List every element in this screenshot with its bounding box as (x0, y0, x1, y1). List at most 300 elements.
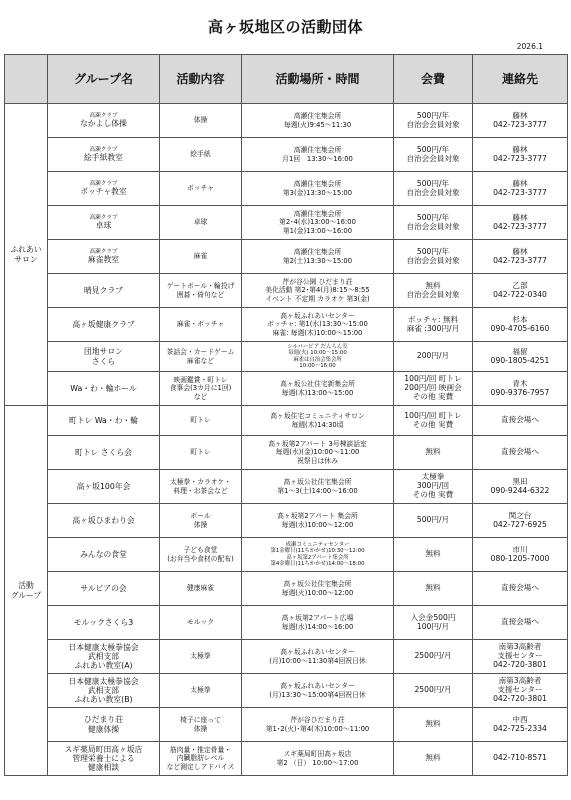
place-time-cell (242, 372, 394, 406)
text-line: 自治会会員対象 (406, 153, 460, 163)
fee-cell (394, 206, 473, 240)
group-name-cell (48, 674, 160, 708)
place-time-cell (242, 138, 394, 172)
fee-cell (394, 342, 473, 372)
place-time-cell (242, 674, 394, 708)
text-line: 042-727-6925 (493, 519, 547, 529)
text-line: など (193, 392, 208, 401)
text-line: 日本健康太極拳協会 (68, 676, 139, 686)
text-line: 毎週(水)10:00～12:00 (281, 520, 354, 529)
text-line: 042-723-3777 (493, 153, 547, 163)
group-name-cell (48, 274, 160, 308)
text-line: ふれあい教室(A) (74, 661, 133, 671)
text-line: 042-723-3777 (493, 255, 547, 265)
text-line: 南第3高齢者 (498, 676, 542, 686)
contact-cell (473, 342, 568, 372)
text-line: 無料 (425, 719, 441, 729)
text-line: 市川 (512, 544, 528, 554)
activity-cell (160, 470, 242, 504)
contact-cell (473, 406, 568, 436)
activity-cell (160, 104, 242, 138)
text-line: ボール (190, 512, 211, 521)
text-line: 2500円/月 (414, 685, 452, 695)
text-line: 町トレ さくら会 (74, 447, 133, 457)
text-line: 町トレ (190, 448, 211, 457)
fee-cell (394, 470, 473, 504)
contact-cell (473, 172, 568, 206)
fee-cell (394, 742, 473, 776)
text-line: スギ薬局町田高ヶ坂店 (283, 750, 352, 759)
text-line: 無料 (425, 447, 441, 457)
fee-cell (394, 308, 473, 342)
table-row (5, 640, 568, 674)
contact-cell (473, 742, 568, 776)
text-line: 黒田 (512, 476, 528, 486)
group-name-cell (48, 104, 160, 138)
text-line: 無料 (425, 280, 441, 290)
text-line: 健康麻雀 (186, 584, 215, 593)
fee-cell (394, 406, 473, 436)
text-line: 500円/年 (416, 212, 450, 222)
text-line: 042-720-3801 (493, 659, 547, 669)
group-name-cell (48, 538, 160, 572)
text-line: みんなの食堂 (80, 549, 127, 559)
table-row (5, 104, 568, 138)
place-time-cell (242, 240, 394, 274)
place-time-cell (242, 172, 394, 206)
text-line: 100円/回 町トレ (404, 374, 462, 384)
document-date: 2026.1 (516, 42, 543, 51)
text-line: 町トレ Wa・わ・輪 (68, 415, 139, 425)
table-row (5, 538, 568, 572)
fee-cell (394, 240, 473, 274)
place-time-cell (242, 342, 394, 372)
text-line: 第1･2(火)･第4(木)10:00～11:00 (265, 724, 370, 733)
text-line: 麻雀など (186, 356, 215, 365)
group-name-cell (48, 572, 160, 606)
fee-cell (394, 372, 473, 406)
text-line: 芹が谷ひだまり荘 (290, 716, 345, 725)
text-line: 南第3高齢者 (498, 642, 542, 652)
text-line: 体操 (193, 520, 208, 529)
activity-cell (160, 172, 242, 206)
text-line: 直接会場へ (501, 447, 539, 457)
category-cell (5, 406, 48, 776)
text-line: 卓球 (193, 218, 208, 227)
text-line: 晴見クラブ (84, 285, 123, 295)
place-time-cell (242, 308, 394, 342)
text-line: (月)10:00～11:30第4回祝日休 (269, 656, 366, 665)
activity-cell (160, 436, 242, 470)
text-line: モルックさくら3 (73, 617, 134, 627)
text-line: 090-4705-6160 (490, 323, 550, 333)
group-name-cell (48, 138, 160, 172)
text-line: 042-720-3801 (493, 693, 547, 703)
text-line: (お弁当や食材の配布) (167, 554, 234, 563)
contact-cell (473, 308, 568, 342)
text-line: 藤林 (512, 110, 528, 120)
text-line: 麻雀教室 (87, 255, 120, 265)
text-line: その他 実費 (412, 489, 454, 499)
text-line: 管理栄養士による (72, 753, 135, 763)
table-row (5, 742, 568, 776)
text-line: 支援センター (497, 685, 543, 695)
table-row (5, 470, 568, 504)
contact-cell (473, 640, 568, 674)
text-line: 500円/年 (416, 110, 450, 120)
text-line: 関之台 (508, 510, 532, 520)
text-line: 高ヶ坂100年会 (76, 481, 131, 491)
text-line: 絵手紙教室 (84, 153, 123, 163)
table-row (5, 138, 568, 172)
activity-cell (160, 606, 242, 640)
table-row (5, 206, 568, 240)
text-line: 自治会会員対象 (406, 255, 460, 265)
contact-cell (473, 674, 568, 708)
activity-cell (160, 342, 242, 372)
text-line: 090-9376-7957 (490, 387, 550, 397)
contact-cell (473, 606, 568, 640)
text-line: 太極拳 (421, 472, 445, 482)
text-line: 麻雀 :300円/月 (406, 323, 460, 333)
text-line: 青木 (512, 378, 528, 388)
text-line: 映画鑑賞・町トレ (173, 376, 228, 385)
activity-cell (160, 674, 242, 708)
text-line: 毎週(木)13:00～15:00 (281, 388, 354, 397)
text-line: 町トレ (190, 416, 211, 425)
table-row (5, 504, 568, 538)
text-line: 500円/年 (416, 246, 450, 256)
place-time-cell (242, 606, 394, 640)
header-fee: 会費 (394, 55, 473, 104)
text-line: ひだまり荘 (84, 715, 123, 725)
text-line: 高ヶ坂公社住宅新集会所 (280, 380, 355, 389)
place-time-cell (242, 640, 394, 674)
text-line: 藤林 (512, 178, 528, 188)
text-line: 武相支部 (87, 685, 120, 695)
text-line: 高瀬クラブ (89, 214, 118, 221)
activity-cell (160, 240, 242, 274)
text-line: 高瀬クラブ (89, 248, 118, 255)
text-line: 無料 (425, 753, 441, 763)
text-line: 福留 (512, 346, 528, 356)
text-line: 麻雀: 毎週(木)10:00～15:00 (272, 328, 363, 337)
fee-cell (394, 538, 473, 572)
text-line: 高ヶ坂第2アパート集会所 (286, 554, 349, 561)
text-line: 高ヶ坂第2アパート広場 (281, 614, 354, 623)
fee-cell (394, 436, 473, 470)
activity-cell (160, 308, 242, 342)
text-line: 高瀬クラブ (89, 112, 118, 119)
text-line: 042-725-2334 (493, 723, 547, 733)
group-name-cell (48, 504, 160, 538)
text-line: 高瀬住宅集会所 (293, 112, 342, 121)
text-line: 麻雀・ボッチャ (176, 320, 225, 329)
text-line: 料理・お茶会など (173, 486, 228, 495)
text-line: 高瀬住宅集会所 (293, 248, 342, 257)
text-line: 100円/月 (416, 621, 450, 631)
group-name-cell (48, 640, 160, 674)
place-time-cell (242, 206, 394, 240)
text-line: 042-723-3777 (493, 187, 547, 197)
text-line: (月)13:30～15:00第4回祝日休 (269, 690, 366, 699)
fee-cell (394, 172, 473, 206)
text-line: 祝祭日は休み (297, 456, 338, 465)
text-line: 自治会会員対象 (406, 119, 460, 129)
contact-cell (473, 470, 568, 504)
text-line: 麻雀 (193, 252, 208, 261)
group-name-cell (48, 342, 160, 372)
text-line: 健康体操 (87, 724, 120, 734)
text-line: 042-722-0340 (493, 289, 547, 299)
text-line: 中西 (512, 714, 528, 724)
text-line: 太極拳 (190, 686, 211, 695)
table-row (5, 240, 568, 274)
header-activity: 活動内容 (160, 55, 242, 104)
text-line: サルビアの会 (80, 583, 127, 593)
text-line: 第4金曜日(11ちかかせ)14:00～18:00 (270, 560, 365, 567)
text-line: 毎週(木)14:30頃 (291, 420, 344, 429)
text-line: スギ薬局町田高ヶ坂店 (64, 744, 143, 754)
text-line: サロン (14, 254, 38, 264)
fee-cell (394, 708, 473, 742)
fee-cell (394, 606, 473, 640)
group-name-cell (48, 240, 160, 274)
text-line: その他 実費 (412, 391, 454, 401)
text-line: 第2(土)13:30～15:00 (282, 256, 353, 265)
text-line: 500円/年 (416, 178, 450, 188)
text-line: 高瀬住宅集会所 (293, 180, 342, 189)
text-line: 100円/回 町トレ (404, 410, 462, 420)
text-line: 麻雀は自治会集会所 (293, 356, 342, 363)
contact-cell (473, 436, 568, 470)
text-line: 第1～3(土)14:00～16:00 (277, 486, 358, 495)
place-time-cell (242, 104, 394, 138)
group-name-cell (48, 708, 160, 742)
text-line: 042-723-3777 (493, 221, 547, 231)
activity-cell (160, 572, 242, 606)
fee-cell (394, 138, 473, 172)
table-row (5, 674, 568, 708)
table-row (5, 372, 568, 406)
table-row (5, 172, 568, 206)
contact-cell (473, 538, 568, 572)
fee-cell (394, 674, 473, 708)
group-name-cell (48, 470, 160, 504)
text-line: Wa・わ・輪ホール (70, 383, 137, 393)
text-line: 高瀬住宅集会所 (293, 146, 342, 155)
contact-cell (473, 104, 568, 138)
text-line: 茶話会・カードゲーム (166, 348, 235, 357)
text-line: 2500円/月 (414, 651, 452, 661)
place-time-cell (242, 708, 394, 742)
place-time-cell (242, 406, 394, 436)
page-title: 高ヶ坂地区の活動団体 (207, 18, 363, 36)
text-line: 太極拳 (190, 652, 211, 661)
activity-cell (160, 538, 242, 572)
text-line: ふれあい (10, 245, 42, 255)
text-line: 活動 (18, 581, 34, 591)
text-line: ボッチャ: 第1(水)13:30～15:00 (267, 320, 368, 329)
text-line: 自治会会員対象 (406, 221, 460, 231)
text-line: 子ども食堂 (183, 546, 218, 555)
text-line: 300円/回 (416, 481, 450, 491)
text-line: 囲碁・倚句など (176, 290, 225, 299)
activity-cell (160, 406, 242, 436)
text-line: 第3(金)13:30～15:00 (282, 188, 353, 197)
text-line: 体操 (193, 116, 208, 125)
text-line: 筋肉量・推定骨量・ (169, 746, 232, 755)
text-line: 乙部 (512, 280, 528, 290)
activity-cell (160, 708, 242, 742)
text-line: 毎週(水)(金)10:00～11:00 (275, 448, 360, 457)
text-line: 500円/月 (416, 515, 450, 525)
text-line: 高ヶ坂ふれあいセンター (280, 682, 355, 691)
text-line: 内臓脂肪レベル (176, 754, 225, 763)
group-name-cell (48, 206, 160, 240)
place-time-cell (242, 572, 394, 606)
contact-cell (473, 372, 568, 406)
place-time-cell (242, 742, 394, 776)
text-line: 高ヶ坂ふれあいセンター (280, 312, 355, 321)
text-line: シルバーピア だんらん室 (287, 343, 348, 350)
text-line: 毎週(火)9:45～11:30 (283, 120, 352, 129)
activity-cell (160, 206, 242, 240)
text-line: 高ヶ坂公社住宅集会所 (283, 580, 352, 589)
text-line: ボッチャ教室 (80, 187, 127, 197)
text-line: 支援センター (497, 651, 543, 661)
text-line: なかよし体操 (80, 119, 127, 129)
contact-cell (473, 240, 568, 274)
text-line: 高瀬住宅集会所 (293, 210, 342, 219)
text-line: 毎週(水)14:00～16:00 (281, 622, 354, 631)
table-row (5, 606, 568, 640)
header-group-name: グループ名 (48, 55, 160, 104)
fee-cell (394, 572, 473, 606)
text-line: ゲートボール・輪投げ (166, 282, 235, 291)
text-line: 第2 （日） 10:00～17:00 (276, 758, 359, 767)
text-line: 高ヶ坂ふれあいセンター (280, 648, 355, 657)
fee-cell (394, 504, 473, 538)
activity-groups-table (4, 54, 568, 776)
text-line: 体操 (193, 724, 208, 733)
group-name-cell (48, 172, 160, 206)
text-line: イベント 不定期 カラオケ 第3(金) (265, 294, 370, 303)
contact-cell (473, 274, 568, 308)
text-line: 高ヶ坂公社住宅集会所 (283, 478, 352, 487)
text-line: 高ヶ坂ひまわり会 (72, 515, 135, 525)
text-line: 無料 (425, 583, 441, 593)
text-line: ボッチャ: 無料 (407, 314, 459, 324)
header-contact: 連絡先 (473, 55, 568, 104)
text-line: 卓球 (95, 221, 112, 231)
text-line: 080-1205-7000 (490, 553, 550, 563)
category-cell (5, 104, 48, 406)
text-line: 200円/月 (416, 351, 450, 361)
text-line: 月1回 13:30～16:00 (282, 154, 353, 163)
text-line: 042-723-3777 (493, 119, 547, 129)
text-line: 芹が谷公園 ひだまり荘 (282, 278, 353, 287)
text-line: 団地サロン (84, 347, 123, 357)
text-line: 日本健康太極拳協会 (68, 642, 139, 652)
activity-cell (160, 742, 242, 776)
text-line: 高瀬クラブ (89, 180, 118, 187)
activity-cell (160, 372, 242, 406)
text-line: 藤林 (512, 246, 528, 256)
text-line: 042-710-8571 (493, 753, 547, 763)
text-line: 高ヶ坂第2アパート 3号棟談話室 (268, 440, 367, 449)
text-line: その他 実費 (412, 419, 454, 429)
text-line: 美化活動 第2･第4(月)8:15～8:55 (265, 286, 370, 295)
place-time-cell (242, 436, 394, 470)
text-line: 高ヶ坂住宅コミュニティサロン (270, 412, 365, 421)
text-line: さくら (91, 356, 116, 366)
fee-cell (394, 274, 473, 308)
text-line: 食事会(3カ月に1回) (169, 384, 232, 393)
text-line: 高瀬クラブ (89, 146, 118, 153)
text-line: モルック (186, 618, 215, 627)
group-name-cell (48, 436, 160, 470)
text-line: 毎週(火)10:00～12:00 (281, 588, 354, 597)
activity-cell (160, 274, 242, 308)
text-line: 高ヶ坂第2アパート 集会所 (277, 512, 358, 521)
text-line: 高ヶ坂健康クラブ (72, 319, 135, 329)
text-line: 藤林 (512, 212, 528, 222)
fee-cell (394, 640, 473, 674)
contact-cell (473, 708, 568, 742)
text-line: 入会金500円 (410, 612, 456, 622)
text-line: 無料 (425, 549, 441, 559)
text-line: 藤林 (512, 144, 528, 154)
text-line: 武相支部 (87, 651, 120, 661)
text-line: 直接会場へ (501, 415, 539, 425)
activity-cell (160, 138, 242, 172)
contact-cell (473, 138, 568, 172)
group-name-cell (48, 372, 160, 406)
text-line: 090-1805-4251 (490, 355, 550, 365)
text-line: ボッチャ (187, 184, 214, 193)
place-time-cell (242, 504, 394, 538)
text-line: 杉本 (512, 314, 528, 324)
table-row (5, 708, 568, 742)
table-row (5, 308, 568, 342)
table-row (5, 436, 568, 470)
table-row (5, 274, 568, 308)
text-line: 直接会場へ (501, 617, 539, 627)
table-body (5, 104, 568, 776)
contact-cell (473, 206, 568, 240)
text-line: 500円/年 (416, 144, 450, 154)
table-header-row (5, 55, 568, 104)
fee-cell (394, 104, 473, 138)
text-line: 10:00～16:00 (299, 362, 336, 369)
contact-cell (473, 572, 568, 606)
group-name-cell (48, 308, 160, 342)
text-line: ふれあい教室(B) (74, 695, 133, 705)
table-row (5, 342, 568, 372)
text-line: グループ (10, 590, 42, 600)
text-line: 第2･4(水)13:00～16:00 (279, 218, 356, 227)
activity-cell (160, 504, 242, 538)
header-category (5, 55, 48, 104)
text-line: 毎週(火) 10:00～15:00 (288, 350, 347, 357)
text-line: 自治会会員対象 (406, 187, 460, 197)
text-line: 090-9244-6322 (490, 485, 550, 495)
text-line: 第1(金)13:00～16:00 (282, 226, 353, 235)
activity-cell (160, 640, 242, 674)
text-line: 健康相談 (87, 763, 120, 773)
text-line: 太極拳・カラオケ・ (169, 478, 232, 487)
